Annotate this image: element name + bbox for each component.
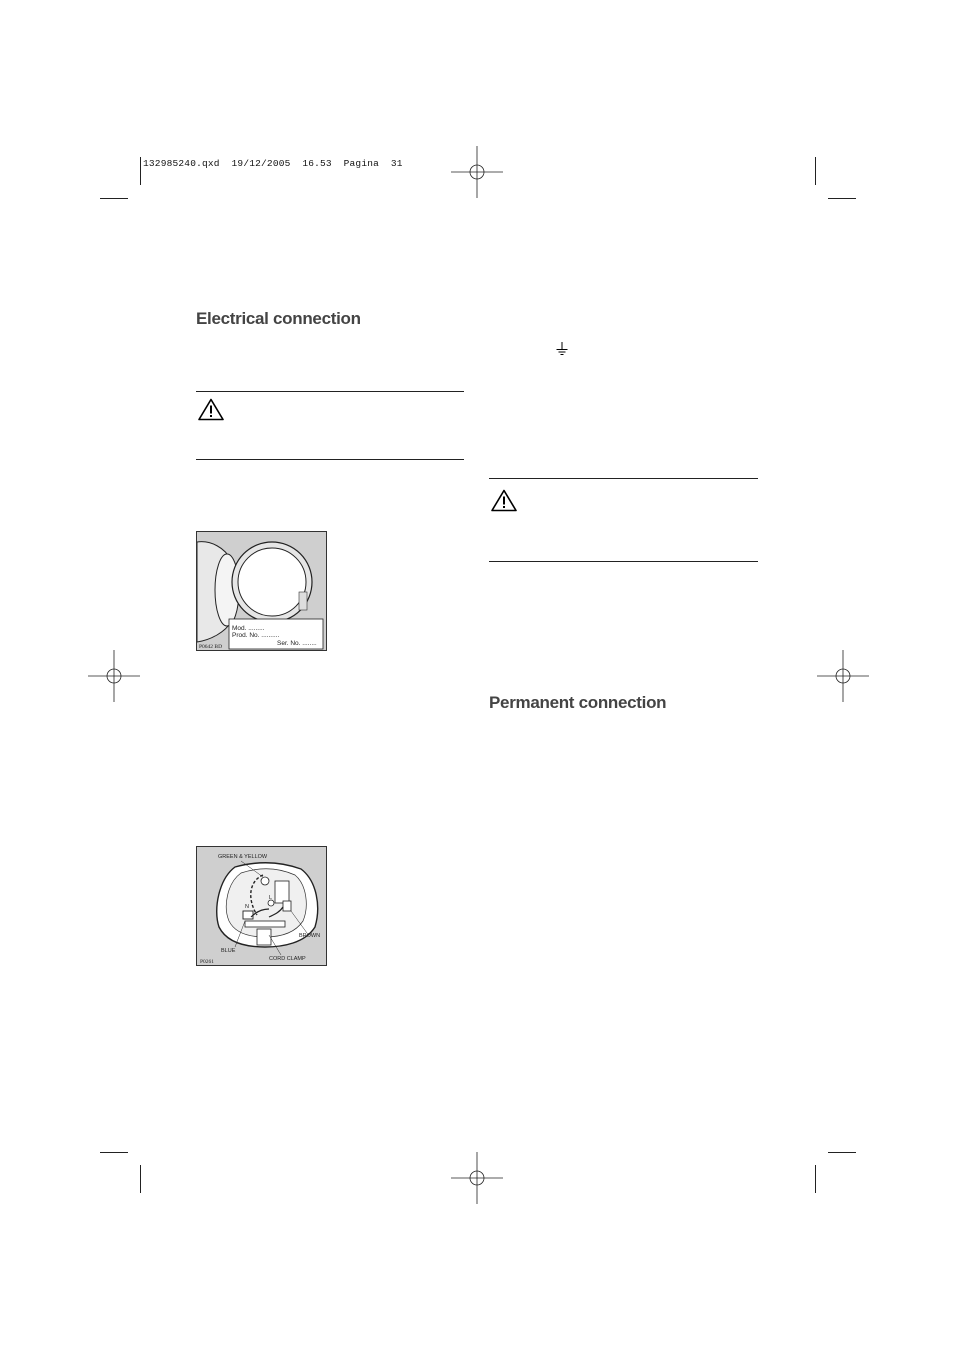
figure-plug-wiring [196, 846, 327, 966]
figure-code: P0261 [200, 959, 215, 965]
plate-ser-label: Ser. No. ........ [277, 640, 317, 647]
label-terminal-l: L [269, 895, 273, 901]
crop-mark [140, 157, 141, 185]
crop-mark [100, 1152, 128, 1153]
warning-rule-top [196, 391, 464, 392]
label-terminal-n: N [245, 904, 249, 910]
plate-prod-label: Prod. No. .......... [232, 632, 280, 639]
label-brown: BROWN [299, 933, 321, 939]
crop-mark [828, 1152, 856, 1153]
section-heading-permanent: Permanent connection [489, 693, 667, 712]
plug-wiring-illustration [197, 847, 327, 966]
plate-mod-label: Mod. ......... [232, 625, 265, 632]
warning-rule-bottom [196, 459, 464, 460]
earth-ground-icon [556, 342, 568, 361]
registration-mark-icon [88, 650, 140, 702]
crop-mark [815, 1165, 816, 1193]
label-green-yellow: GREEN & YELLOW [218, 854, 268, 860]
label-blue: BLUE [221, 948, 236, 954]
registration-mark-icon [817, 650, 869, 702]
registration-mark-icon [451, 146, 503, 198]
section-heading-electrical: Electrical connection [196, 309, 361, 328]
figure-rating-plate [196, 531, 327, 651]
label-cord-clamp: CORD CLAMP [269, 956, 306, 962]
warning-triangle-icon [491, 489, 517, 512]
figure-code: P0642 BD [199, 644, 223, 650]
warning-rule-bottom [489, 561, 758, 562]
crop-mark [828, 198, 856, 199]
registration-mark-icon [451, 1152, 503, 1204]
file-slug-line: 132985240.qxd 19/12/2005 16.53 Pagina 31 [143, 158, 403, 169]
warning-rule-top [489, 478, 758, 479]
warning-triangle-icon [198, 398, 224, 421]
crop-mark [815, 157, 816, 185]
crop-mark [100, 198, 128, 199]
crop-mark [140, 1165, 141, 1193]
